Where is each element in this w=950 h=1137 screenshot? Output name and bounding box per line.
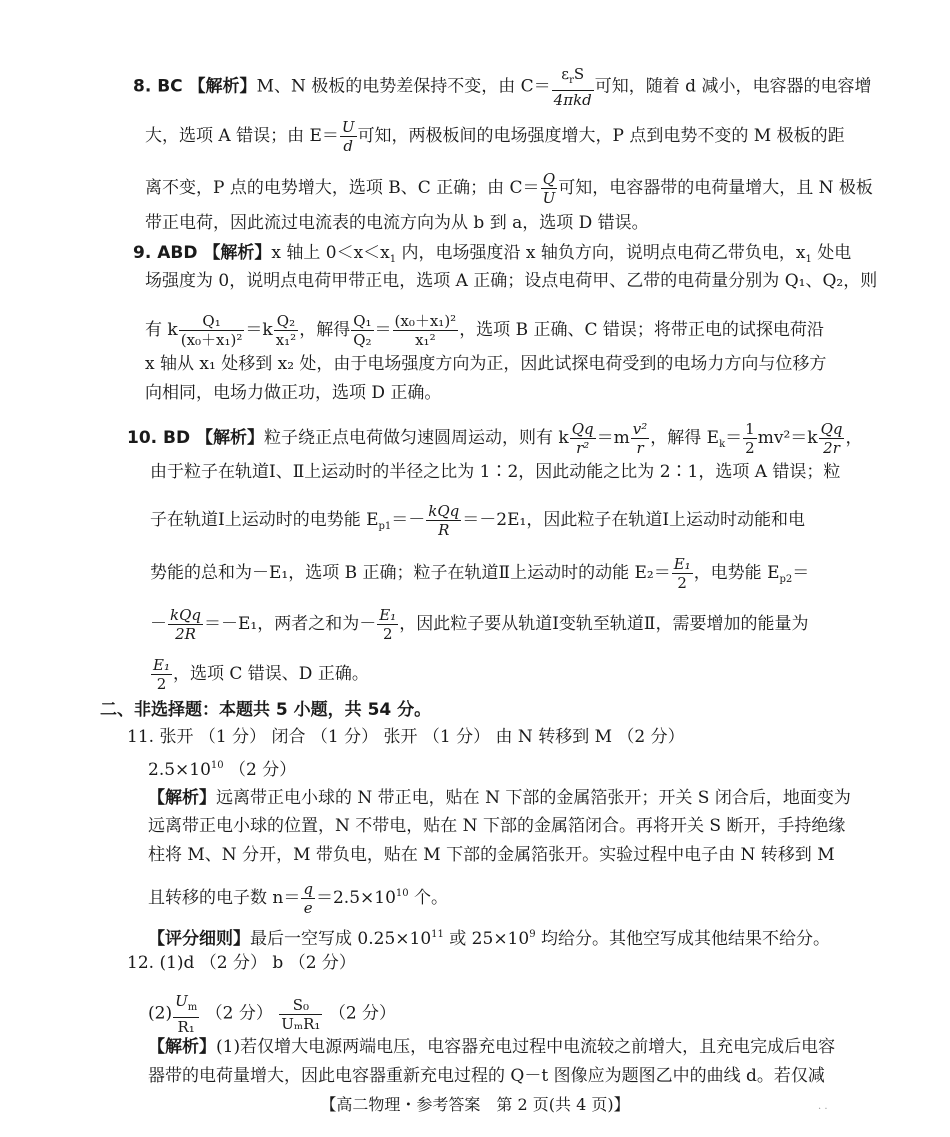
q12-answer-line-1: 12. (1)d （2 分） b （2 分） <box>127 953 356 973</box>
q9-line-5: 向相同，电场力做正功，选项 D 正确。 <box>145 383 442 403</box>
q8-line-3: 离不变，P 点的电势增大，选项 B、C 正确；由 C＝ $\frac{Q}{U}$ 可知，电容器带的电荷量增大，且 N 极板 <box>145 170 873 207</box>
q10-line-3: 子在轨道Ⅰ上运动时的电势能 $E_{p1}=-$ kQq R ＝－2E₁，因此粒子在轨道Ⅰ上运动时动能和电 <box>150 502 806 539</box>
q11-scoring-line: 【评分细则】最后一空写成 $0.25\times 10^{11}$ 或 $25\times 10^9$ 均给分。其他空写成其他结果不给分。 <box>148 929 830 949</box>
q9-line-4: x 轴从 x₁ 处移到 x₂ 处，由于电场强度方向为正，因此试探电荷受到的电场力方向与位移方 <box>145 354 827 374</box>
q12-analysis-line-2: 器带的电荷量增大，因此电容器重新充电过程的 Q－t 图像应为题图乙中的曲线 d。若仅减 <box>148 1066 825 1086</box>
q10-line-5: － kQq 2R ＝－E₁，两者之和为－ $\frac{\text{E₁}}{2}$ ，因此粒子要从轨道Ⅰ变轨至轨道Ⅱ，需要增加的能量为 <box>150 606 809 643</box>
q9-line-1: 9. ABD 【解析】x 轴上 $0<x<x_1$ 内，电场强度沿 x 轴负方向，说明点电荷乙带负电，$x_1$ 处电 <box>133 243 852 265</box>
section-heading: 二、非选择题：本题共 5 小题，共 54 分。 <box>100 700 432 720</box>
page-footer: 【高二物理・参考答案 第 2 页(共 4 页)】 <box>320 1095 630 1114</box>
q10-line-2: 由于粒子在轨道Ⅰ、Ⅱ上运动时的半径之比为 1∶2，因此动能之比为 2∶1，选项 A 错误；粒 <box>150 462 841 482</box>
q12-analysis-line-1: 【解析】(1)若仅增大电源两端电压，电容器充电过程中电流较之前增大，且充电完成后电容 <box>148 1037 836 1057</box>
q11-analysis-line-4: 且转移的电子数 n＝ $\frac{q}{e}$ $=2.5\times 10^{10}$ 个。 <box>148 880 449 917</box>
q11-answer-line-2: $2.5\times 10^{10}$ （2 分） <box>148 760 297 780</box>
q12-answer-line-2: (2) $\frac{U_m}{\text{R₁}}$ （2 分） S₀ UₘR₁ （2 分） <box>148 992 397 1036</box>
q11-analysis-line-3: 柱将 M、N 分开，M 带负电，贴在 M 下部的金属箔张开。实验过程中电子由 N 转移到 M <box>148 845 835 865</box>
q8-line-2: 大，选项 A 错误；由 E＝ $\frac{U}{d}$ 可知，两极板间的电场强度增大，P 点到电势不变的 M 极板的距 <box>145 118 845 155</box>
q8-fraction-capacitance: $\varepsilon_rS$ 4πkd <box>553 65 592 109</box>
q11-analysis-line-2: 远离带正电小球的位置，N 不带电，贴在 N 下部的金属箔闭合。再将开关 S 断开，手持绝缘 <box>148 816 846 836</box>
q11-answer-line-1: 11. 张开 （1 分） 闭合 （1 分） 张开 （1 分） 由 N 转移到 M （2 分） <box>127 727 685 747</box>
q8-line-4: 带正电荷，因此流过电流表的电流方向为从 b 到 a，选项 D 错误。 <box>145 213 649 233</box>
q9-line-2: 场强度为 0，说明点电荷甲带正电，选项 A 正确；设点电荷甲、乙带的电荷量分别为 Q₁、Q₂，则 <box>145 271 878 291</box>
q8-line-1: 8. BC 【解析】M、N 极板的电势差保持不变，由 C＝ $\varepsilon_rS$ 4πkd 可知，随着 d 减小，电容器的电容增 <box>133 65 872 109</box>
q10-line-1: 10. BD 【解析】粒子绕正点电荷做匀速圆周运动，则有 k $\frac{Qq}{\text{r²}}$ ＝m $\frac{\text{v²}}{r}$ ，解得 $E_k=$ $\frac{1}{2}$ mv²＝k $\frac{Qq}{2r}$ ， <box>127 420 863 457</box>
q10-line-4: 势能的总和为－E₁，选项 B 正确；粒子在轨道Ⅱ上运动时的动能 E₂＝ $\frac{\text{E₁}}{2}$ ，电势能 $E_{p2}=$ <box>150 555 810 592</box>
q11-analysis-line-1: 【解析】远离带正电小球的 N 带正电，贴在 N 下部的金属箔张开；开关 S 闭合后，地面变为 <box>148 788 851 808</box>
q10-line-6: $\frac{\text{E₁}}{2}$ ，选项 C 错误、D 正确。 <box>153 656 369 693</box>
corner-mark: . . <box>818 1101 828 1112</box>
q9-line-3: 有 k $\frac{\text{Q₁}}{\text{(x₀＋x₁)²}}$ ＝k $\frac{\text{Q₂}}{\text{x₁²}}$ ，解得 $\frac{\text{Q₁}}{\text{Q₂}}$ ＝ $\frac{\text{(x₀＋x₁)²}}{\text{x₁²}}$ ，选项 B 正确、C 错误；将带正电的试探电荷沿 <box>145 312 824 349</box>
